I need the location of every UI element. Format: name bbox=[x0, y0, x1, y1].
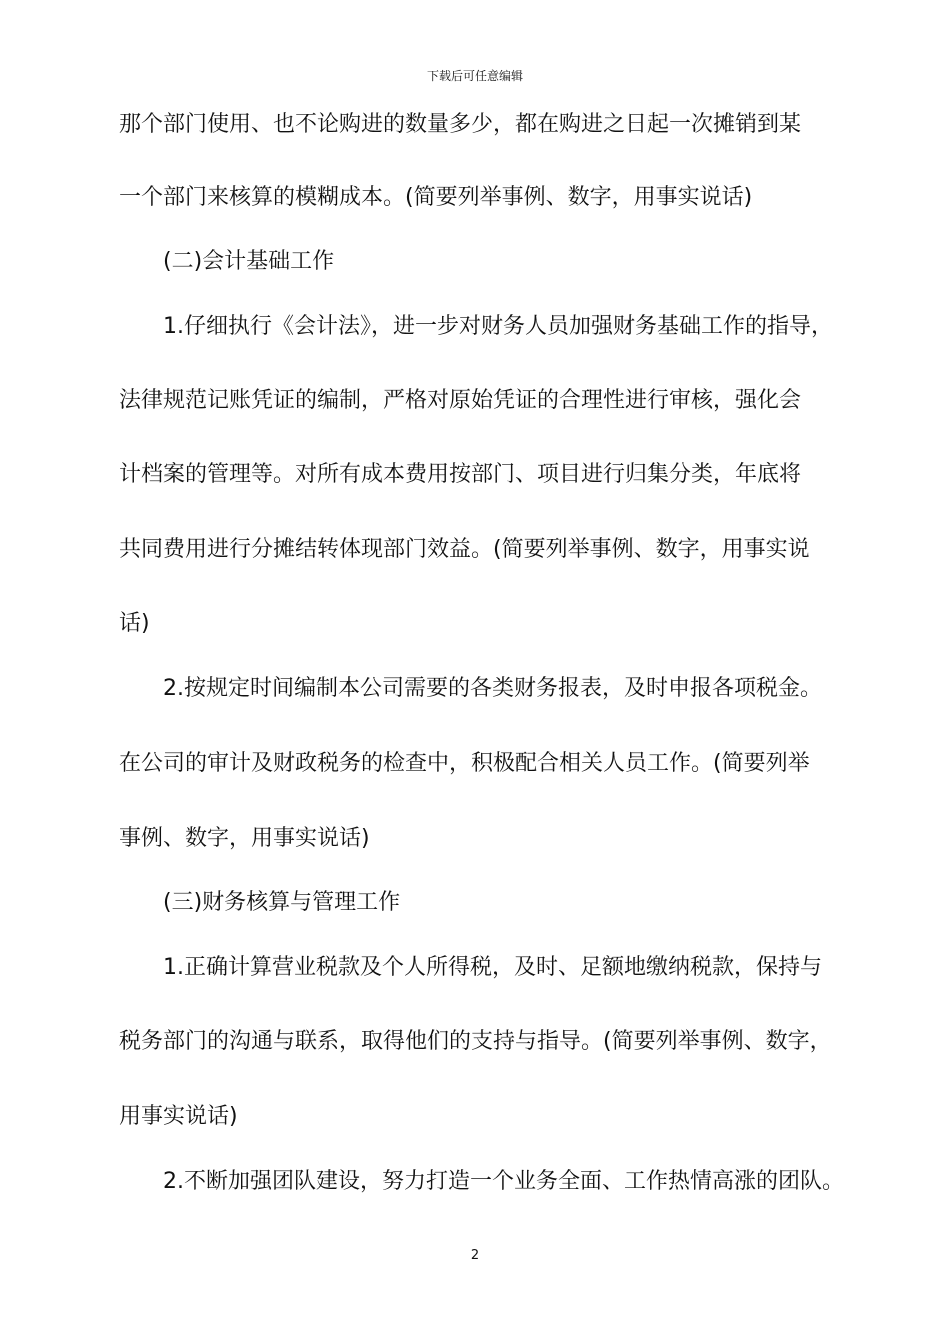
section-heading: (三)财务核算与管理工作 bbox=[163, 890, 401, 915]
body-line: 用事实说话) bbox=[119, 1104, 238, 1129]
body-line: 2.按规定时间编制本公司需要的各类财务报表，及时申报各项税金。 bbox=[163, 676, 822, 701]
body-line: 2.不断加强团队建设，努力打造一个业务全面、工作热情高涨的团队。 bbox=[163, 1169, 844, 1194]
page-header: 下载后可任意编辑 bbox=[426, 69, 523, 83]
body-line: 计档案的管理等。对所有成本费用按部门、项目进行归集分类，年底将 bbox=[119, 462, 802, 487]
body-line: 事例、数字，用事实说话) bbox=[119, 826, 370, 851]
body-line: 税务部门的沟通与联系，取得他们的支持与指导。(简要列举事例、数字， bbox=[119, 1029, 832, 1054]
page-number: 2 bbox=[470, 1248, 480, 1263]
body-line: 在公司的审计及财政税务的检查中，积极配合相关人员工作。(简要列举 bbox=[119, 751, 810, 776]
section-heading: (二)会计基础工作 bbox=[163, 249, 335, 274]
body-line: 法律规范记账凭证的编制，严格对原始凭证的合理性进行审核，强化会 bbox=[119, 388, 802, 413]
body-line: 1.仔细执行《会计法》，进一步对财务人员加强财务基础工作的指导， bbox=[163, 314, 833, 339]
body-line: 1.正确计算营业税款及个人所得税，及时、足额地缴纳税款，保持与 bbox=[163, 955, 822, 980]
body-line: 共同费用进行分摊结转体现部门效益。(简要列举事例、数字，用事实说 bbox=[119, 537, 810, 562]
body-line: 一个部门来核算的模糊成本。(简要列举事例、数字，用事实说话) bbox=[119, 185, 753, 210]
body-line: 话) bbox=[119, 611, 150, 636]
body-line: 那个部门使用、也不论购进的数量多少，都在购进之日起一次摊销到某 bbox=[119, 112, 802, 137]
